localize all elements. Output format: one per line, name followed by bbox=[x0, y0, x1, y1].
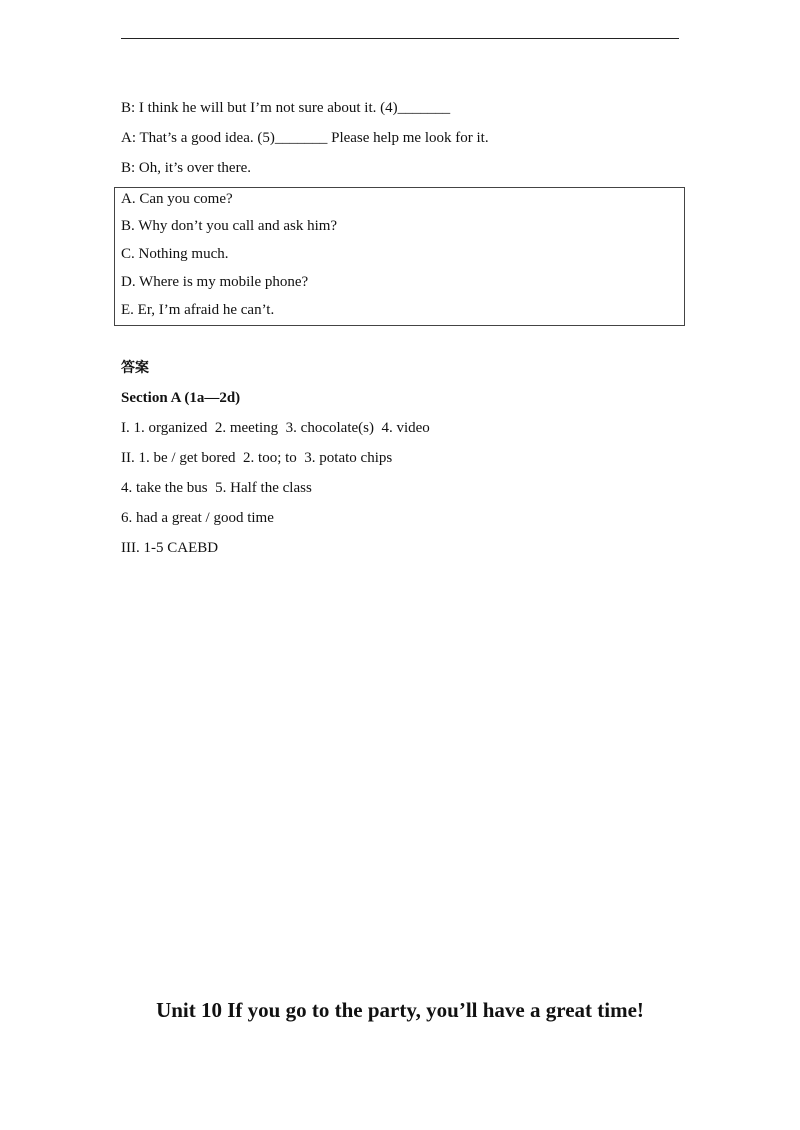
option-c: C. Nothing much. bbox=[121, 246, 229, 262]
dialogue-line-3: B: Oh, it’s over there. bbox=[121, 160, 251, 176]
header-rule bbox=[121, 38, 679, 39]
unit-title: Unit 10 If you go to the party, you’ll have a great time! bbox=[156, 998, 644, 1022]
option-e: E. Er, I’m afraid he can’t. bbox=[121, 302, 275, 318]
option-b: B. Why don’t you call and ask him? bbox=[121, 218, 338, 234]
section-heading: Section A (1a—2d) bbox=[121, 390, 241, 406]
options-box bbox=[114, 187, 685, 326]
dialogue-line-1: B: I think he will but I’m not sure about it. (4)_______ bbox=[121, 100, 451, 116]
answer-line-5: III. 1-5 CAEBD bbox=[121, 540, 219, 556]
answer-line-2: II. 1. be / get bored 2. too; to 3. potato chips bbox=[121, 450, 393, 466]
dialogue-line-2: A: That’s a good idea. (5)_______ Please help me look for it. bbox=[121, 130, 489, 146]
option-d: D. Where is my mobile phone? bbox=[121, 274, 309, 290]
answer-line-4: 6. had a great / good time bbox=[121, 510, 274, 526]
answer-line-1: I. 1. organized 2. meeting 3. chocolate(s) 4. video bbox=[121, 420, 430, 436]
option-a: A. Can you come? bbox=[121, 191, 233, 207]
answer-line-3: 4. take the bus 5. Half the class bbox=[121, 480, 312, 496]
answers-heading: 答案 bbox=[121, 360, 149, 376]
